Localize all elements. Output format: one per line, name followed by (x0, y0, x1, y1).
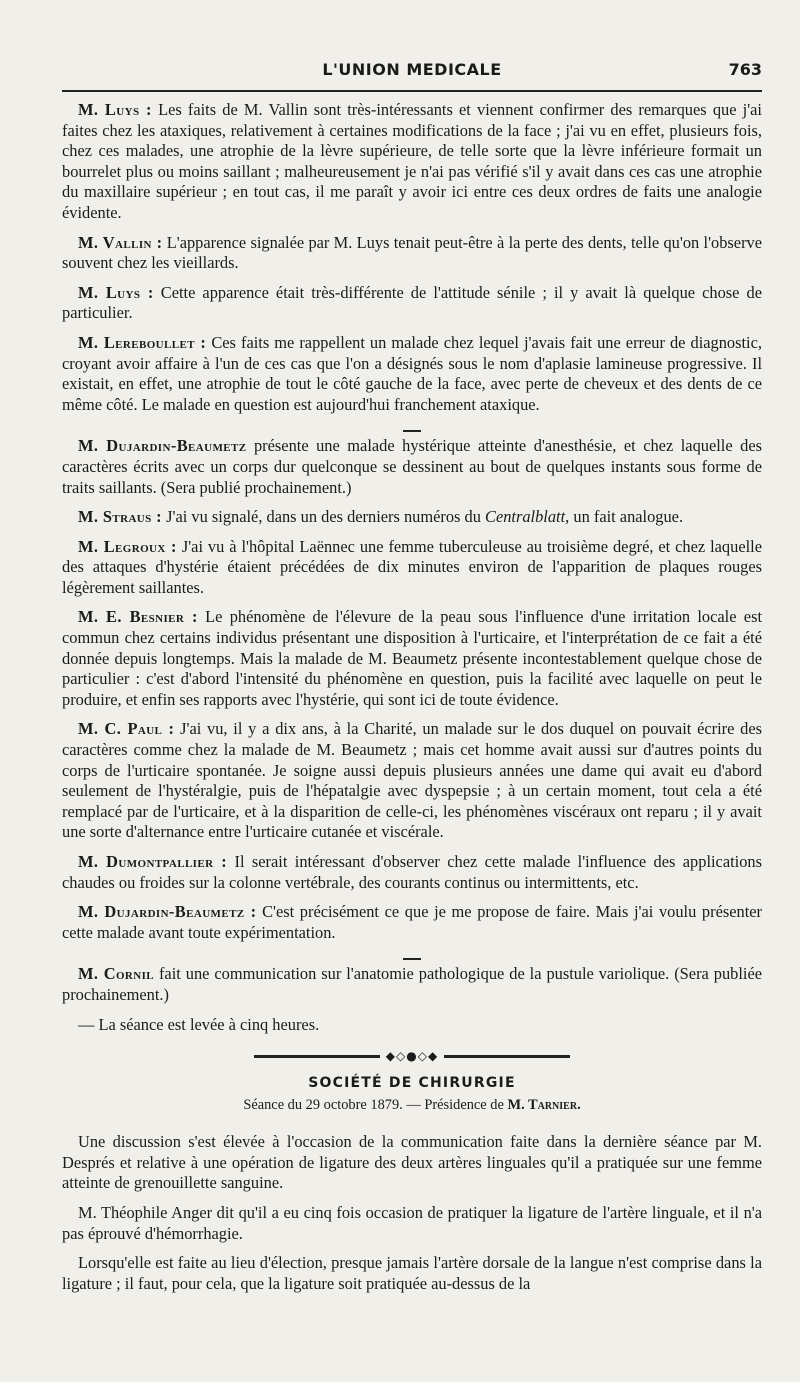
paragraph-dujardin-2 (62, 902, 762, 943)
ornament-line-left (254, 1055, 380, 1058)
paragraph-closing (62, 1015, 762, 1036)
paragraph-dumontpallier (62, 852, 762, 893)
speaker-name: M. Cornil (78, 964, 155, 984)
journal-page (62, 56, 762, 1382)
paragraph-vallin (62, 233, 762, 274)
speaker-name: M. Vallin : (78, 232, 163, 252)
speaker-name: M. Straus : (78, 507, 163, 527)
ornament-icon: ◆◇●◇◆ (385, 1049, 439, 1064)
speaker-name: M. Legroux : (78, 536, 177, 556)
section-title: SOCIÉTÉ DE CHIRURGIE (308, 1075, 516, 1092)
journal-title: L'UNION MEDICALE (322, 60, 502, 79)
speaker-name: M. Dumontpallier : (78, 852, 228, 871)
section-paragraph: Une discussion s'est élevée à l'occasion de la communication faite dans la dernière séance par M. Després et relative à une opération de ligature des deux artères linguales qu'il a pratiquée sur une femme atteinte de grenouillette sanguine. (62, 1132, 762, 1193)
session-date: Séance du 29 octobre 1879. — Présidence de (243, 1097, 504, 1114)
paragraph-text: L'apparence signalée par M. Luys tenait peut-être à la perte des dents, telle qu'on l'observe souvent chez les vieillards. (62, 232, 762, 273)
paragraph-legroux (62, 537, 762, 599)
running-head (62, 56, 762, 90)
paragraph-luys-2 (62, 283, 762, 324)
header-rule (62, 90, 762, 92)
journal-reference: Centralblatt, (485, 507, 570, 527)
paragraph-text: Le phénomène de l'élevure de la peau sous l'influence d'une irritation locale est commun chez certains individus présentant une disposition à l'urticaire, et l'interprétation de ce fait a été donnée depuis longtemps. Mais la malade de M. Beaumetz présente incontestablement quelque chose de particulier : c'est d'abord l'intensité du phénomène en question, puis la facilité avec laquelle on peut le produire, et enfin ses rapports avec l'hystérie, qui sont ici de toute évidence. (62, 607, 762, 709)
section-paragraph: Lorsqu'elle est faite au lieu d'élection, presque jamais l'artère dorsale de la langue n'est comprise dans la ligature ; il faut, pour cela, que la ligature soit pratiquée au-dessus de la (62, 1253, 762, 1293)
paragraph-text: C'est précisément ce que je me propose de faire. Mais j'ai voulu présenter cette malade avant toute expérimentation. (62, 902, 762, 942)
paragraph-text: Cette apparence était très-différente de l'attitude sénile ; il y avait là quelque chose de particulier. (62, 282, 762, 323)
paragraph-text: Il serait intéressant d'observer chez cette malade l'influence des applications chaudes ou froides sur la colonne vertébrale, des courants continus ou intermittents, etc. (62, 852, 762, 892)
paragraph-text: présente une malade hystérique atteinte d'anesthésie, et chez laquelle des caractères écrits avec un corps dur quelconque se dessinent au bout de quelques instants sous forme de traits saillants. (Sera publié prochainement.) (62, 436, 762, 497)
paragraph-text: un fait analogue. (573, 507, 684, 527)
paragraph-text: J'ai vu, il y a dix ans, à la Charité, un malade sur le dos duquel on pouvait écrire des caractères comme chez la malade de M. Beaumetz ; mais cet homme avait aussi sur d'autres points du corps de l'urticaire spontanée. Je soigne aussi depuis plusieurs années une dame qui avait eu d'abord seulement de l'hystéralgie, puis de l'hépatalgie avec dyspepsie ; à un certain moment, tout cela a été remplacé par de l'urticaire, et à la disparition de celle-ci, les phénomènes viscéraux ont reparu ; il y avait une sorte d'alternance entre l'urticaire cutanée et viscérale. (62, 719, 762, 842)
speaker-name: M. Dujardin-Beaumetz : (78, 902, 257, 922)
paragraph-text: J'ai vu à l'hôpital Laënnec une femme tuberculeuse au troisième degré, et chez laquelle des attaques d'hystérie étaient précédées de dix minutes environ de l'apparition de plaques rouges légèrement saillantes. (62, 536, 762, 597)
paragraph-text: J'ai vu signalé, dans un des derniers numéros du (166, 507, 481, 527)
ornament-line-right (444, 1055, 570, 1058)
page-number: 763 (728, 60, 762, 79)
paragraph-text: fait une communication sur l'anatomie pathologique de la pustule variolique. (Sera publiée prochainement.) (62, 964, 762, 1004)
paragraph-paul (62, 719, 762, 843)
paragraph-luys-1 (62, 100, 762, 224)
paragraph-dujardin-1 (62, 436, 762, 498)
session-info (62, 1097, 762, 1114)
paragraph-text: — La séance est levée à cinq heures. (78, 1014, 320, 1034)
speaker-name: M. Luys : (78, 282, 154, 302)
dash-separator (62, 948, 762, 962)
paragraph-straus (62, 507, 762, 528)
paragraph-besnier (62, 607, 762, 710)
paragraph-cornil (62, 964, 762, 1005)
speaker-name: M. Dujardin-Beaumetz (78, 436, 247, 456)
section-paragraph: M. Théophile Anger dit qu'il a eu cinq fois occasion de pratiquer la ligature de l'artère linguale, et il n'a pas éprouvé d'hémorrhagie. (62, 1202, 762, 1243)
speaker-name: M. C. Paul : (78, 719, 175, 739)
speaker-name: M. Luys : (78, 100, 152, 119)
ornament-divider (62, 1049, 762, 1063)
paragraph-text: Ces faits me rappellent un malade chez lequel j'avais fait une erreur de diagnostic, croyant avoir affaire à l'un de ces cas que l'on a désignés sous le nom d'aplasie lamineuse progressive. Il existait, en effet, une atrophie de tout le côté gauche de la face, avec perte de cheveux et des dents de ce même côté. Le malade en question est aujourd'hui franchement ataxique. (62, 332, 762, 414)
speaker-name: M. E. Besnier : (78, 607, 198, 627)
speaker-name: M. Lereboullet : (78, 332, 207, 352)
paragraph-lereboullet (62, 333, 762, 415)
dash-separator (62, 420, 762, 434)
session-president: M. Tarnier. (507, 1097, 581, 1114)
paragraph-text: Les faits de M. Vallin sont très-intéressants et viennent confirmer des remarques que j'ai faites chez les ataxiques, relativement à certaines modifications de la face ; j'ai vu en effet, plusieurs fois, chez ces malades, une atrophie de la lèvre supérieure, de telle sorte que la lèvre inférieure formait un bourrelet plus ou moins saillant ; malheureusement je n'ai pas vérifié s'il y avait dans ces cas une atrophie du maxillaire supérieur ; en tout cas, il me paraît y avoir ici entre ces deux ordres de faits une analogie évidente. (62, 100, 762, 222)
